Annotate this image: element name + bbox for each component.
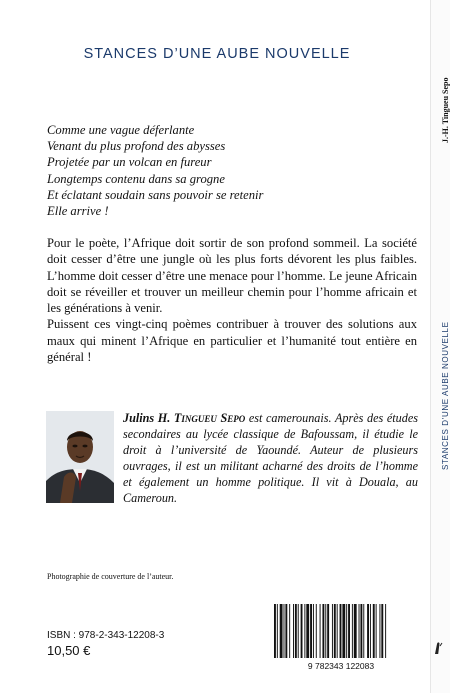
barcode-bar [295,604,297,658]
barcode-bar [274,604,276,658]
poem-line: Venant du plus profond des abysses [47,139,226,154]
author-name-first: Julins H. [123,411,174,425]
barcode-bar [293,604,294,658]
barcode-bar [322,604,324,658]
poem-line: Longtemps contenu dans sa grogne [47,171,225,186]
price: 10,50 € [47,643,91,658]
barcode-bar [363,604,364,658]
barcode-bar [337,604,338,658]
barcode-bar [313,604,314,658]
barcode [266,600,416,671]
spine-author-text: J.-H. Tingueu Sepo [441,77,450,143]
barcode-bar [360,604,362,658]
barcode-bar [346,604,347,658]
barcode-bar [340,604,342,658]
poem-line: Elle arrive ! [47,204,109,219]
barcode-bar [316,604,317,658]
barcode-bar [354,604,357,658]
barcode-bar [332,604,333,658]
blurb-paragraph: Puissent ces vingt-cinq poèmes contribuer à trouver des solutions aux maux qui minent l’Afrique en particulier et l’humanité tout entière en général ! [47,317,417,365]
book-title: STANCES D’UNE AUBE NOUVELLE [83,46,351,62]
barcode-bar [376,604,377,658]
barcode-bar [373,604,375,658]
spine-author [441,77,450,143]
barcode-bar [298,604,299,658]
author-bio [123,410,418,506]
barcode-bar [367,604,369,658]
barcode-bar [325,604,326,658]
photo-credit: Photographie de couverture de l’auteur. [47,572,174,581]
barcode-bar [284,604,285,658]
author-photo [46,411,114,503]
barcode-bar [277,604,278,658]
author-bio-text: est camerounais. Après des études secondaires au lycée classique de Bafoussam, il étudie le droit à l’université de Yaoundé. Auteur de plusieurs ouvrages, il est un militant acharné des droits de l’homme et également un homme politique. Il vit à Douala, au Cameroun. [123,411,418,505]
poem-excerpt [47,122,417,219]
barcode-bar [379,604,380,658]
barcode-bar [327,604,329,658]
publisher-logo-icon [433,641,443,655]
blurb-paragraph: Pour le poète, l’Afrique doit sortir de son profond sommeil. La société doit cesser d’être une jungle où les plus forts dévorent les plus faibles. L’homme doit cesser d’être une menace pour l’homme. Le jeune Africain doit se réveiller et trouver un meilleur chemin pour l’homme africain et les générations à venir. [47,236,417,316]
poem-line: Et éclatant soudain sans pouvoir se retenir [47,187,264,202]
barcode-bar [304,604,305,658]
barcode-bar [280,604,283,658]
barcode-bars [266,600,416,671]
barcode-bar [348,604,350,658]
barcode-number: 9 782343 122083 [307,661,375,671]
barcode-bar [352,604,353,658]
poem-line: Projetée par un volcan en fureur [47,155,212,170]
barcode-bar [359,604,360,658]
author-name [123,411,245,425]
spine-title: STANCES D’UNE AUBE NOUVELLE [441,321,450,470]
barcode-bar [334,604,336,658]
barcode-bar [285,604,287,658]
isbn: ISBN : 978-2-343-12208-3 [47,630,165,641]
barcode-bar [342,604,345,658]
book-blurb [47,235,417,365]
author-name-last: Tingueu Sepo [173,411,246,425]
barcode-bar [289,604,290,658]
barcode-bar [370,604,371,658]
barcode-bar [310,604,312,658]
barcode-bar [385,604,386,658]
poem-line: Comme une vague déferlante [47,123,195,137]
barcode-bar [306,604,309,658]
author-portrait-image [46,411,114,503]
barcode-bar [381,604,383,658]
barcode-bar [320,604,321,658]
barcode-bar [301,604,303,658]
